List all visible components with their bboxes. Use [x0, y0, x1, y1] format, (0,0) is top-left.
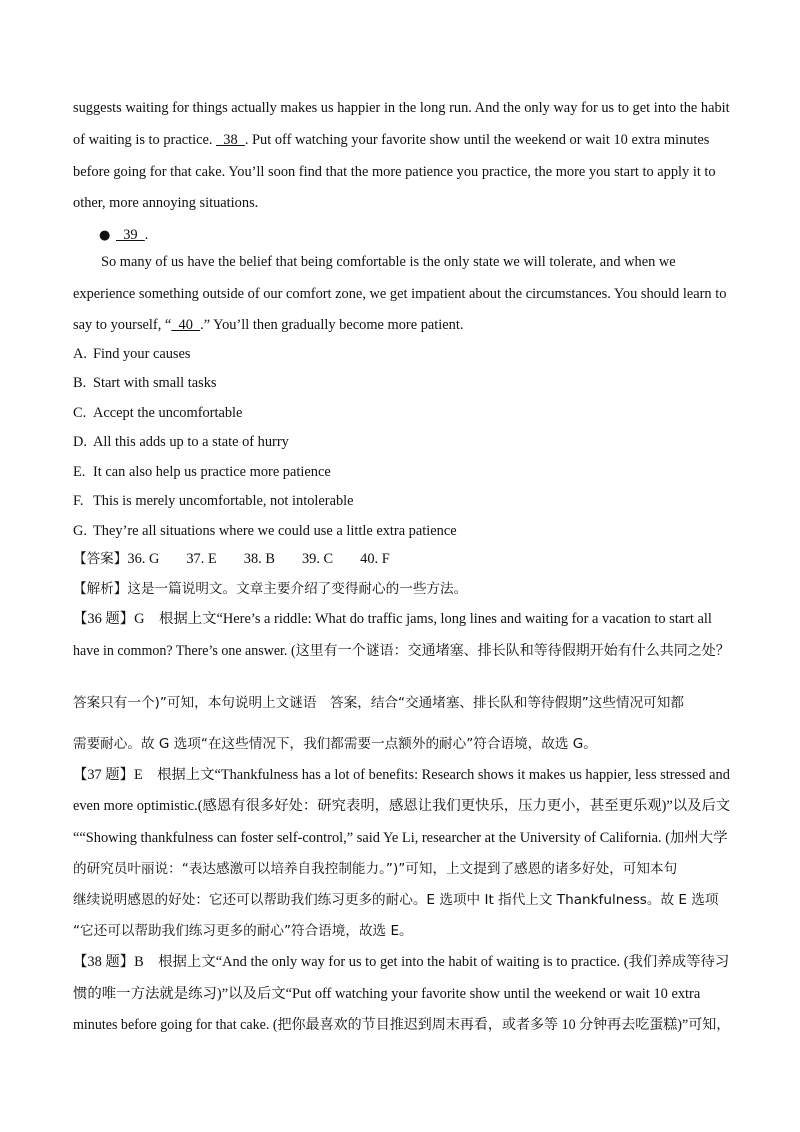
option-letter: G. [73, 523, 87, 539]
q37-explanation-line: 【37 题】E 根据上文“Thankfulness has a lot of benefits: Research shows it makes us happier, less stressed and [73, 767, 730, 783]
option-text: This is merely uncomfortable, not intolerable [93, 493, 354, 509]
answer-item: 37. E [186, 551, 217, 567]
option-text: They’re all situations where we could use a little extra patience [93, 523, 457, 539]
passage-line: experience something outside of our comfort zone, we get impatient about the circumstances. You should learn to [73, 286, 727, 302]
blank-40: 40 [171, 317, 201, 333]
passage-line [73, 131, 709, 149]
analysis-summary: 【解析】这是一篇说明文。文章主要介绍了变得耐心的一些方法。 [73, 581, 468, 597]
option-text: Accept the uncomfortable [93, 405, 243, 421]
option-a [73, 345, 191, 363]
q38-explanation-line: minutes before going for that cake. (把你最喜欢的节目推迟到周末再看，或者多等 10 分钟再去吃蛋糕)”可知， [73, 1017, 731, 1033]
blank-38: 38 [216, 132, 245, 148]
answer-item: 36. G [127, 551, 160, 567]
option-g [73, 522, 457, 540]
passage-text: . Put off watching your favorite show until the weekend or wait 10 extra minutes [244, 132, 710, 148]
q37-explanation-line: even more optimistic.(感恩有很多好处：研究表明，感恩让我们更快乐，压力更小，甚至更乐观)”以及后文 [73, 798, 731, 814]
q36-explanation-line: 需要耐心。故 G 选项“在这些情况下，我们都需要一点额外的耐心”符合语境，故选 G。 [73, 736, 597, 752]
option-text: All this adds up to a state of hurry [93, 434, 289, 450]
option-letter: A. [73, 346, 87, 362]
bullet-period: . [144, 227, 149, 243]
option-letter: F. [73, 493, 84, 509]
answer-item: 39. C [301, 551, 334, 567]
option-b [73, 374, 217, 392]
passage-line: So many of us have the belief that being comfortable is the only state we will tolerate, and when we [101, 254, 676, 270]
q38-explanation-line: 惯的唯一方法就是练习)”以及后文“Put off watching your favorite show until the weekend or wait 10 extra [73, 986, 701, 1002]
answer-item: 40. F [360, 551, 390, 567]
q37-explanation-line: “它还可以帮助我们练习更多的耐心”符合语境，故选 E。 [73, 923, 413, 939]
option-letter: D. [73, 434, 87, 450]
option-text: Start with small tasks [93, 375, 217, 391]
q37-explanation-line: 继续说明感恩的好处：它还可以帮助我们练习更多的耐心。E 选项中 It 指代上文 Thankfulness。故 E 选项 [73, 892, 719, 908]
q37-explanation-line: ““Showing thankfulness can foster self-control,” said Ye Li, researcher at the University of California. (加州大学 [73, 830, 728, 846]
passage-line: other, more annoying situations. [73, 195, 259, 211]
option-c [73, 404, 242, 422]
q37-explanation-line: 的研究员叶丽说：“表达感激可以培养自我控制能力。”)”可知，上文提到了感恩的诸多好处，可知本句 [73, 861, 678, 877]
option-d [73, 433, 289, 451]
q36-explanation-line: have in common? There’s one answer. (这里有一个谜语：交通堵塞、排长队和等待假期开始有什么共同之处？ [73, 643, 730, 659]
q36-explanation-line: 【36 题】G 根据上文“Here’s a riddle: What do traffic jams, long lines and waiting for a vacation to start all [73, 611, 712, 627]
answer-label: 【答案】 [73, 551, 128, 567]
option-letter: B. [73, 375, 87, 391]
q36-explanation-line: 答案只有一个)”可知，本句说明上文谜语 答案，结合“交通堵塞、排长队和等待假期”这些情况可知都 [73, 695, 684, 711]
passage-text: .” You’ll then gradually become more patient. [200, 317, 464, 333]
bullet-icon: ● [99, 228, 111, 243]
q38-explanation-line: 【38 题】B 根据上文“And the only way for us to get into the habit of waiting is to practice. (我们养成等待习 [73, 954, 730, 970]
passage-text: of waiting is to practice. [73, 132, 217, 148]
answer-key [73, 550, 417, 568]
blank-39: 39 [116, 227, 145, 243]
passage-line [73, 316, 463, 334]
passage-line: before going for that cake. You’ll soon find that the more patience you practice, the more you start to apply it to [73, 164, 716, 180]
passage-text: say to yourself, “ [73, 317, 172, 333]
option-e [73, 463, 331, 481]
option-letter: E. [73, 464, 86, 480]
option-text: It can also help us practice more patience [93, 464, 331, 480]
option-text: Find your causes [93, 346, 191, 362]
option-f [73, 492, 354, 510]
passage-line: suggests waiting for things actually makes us happier in the long run. And the only way for us to get into the habit [73, 100, 730, 116]
bullet-blank-line [116, 226, 148, 244]
answer-item: 38. B [243, 551, 275, 567]
option-letter: C. [73, 405, 87, 421]
